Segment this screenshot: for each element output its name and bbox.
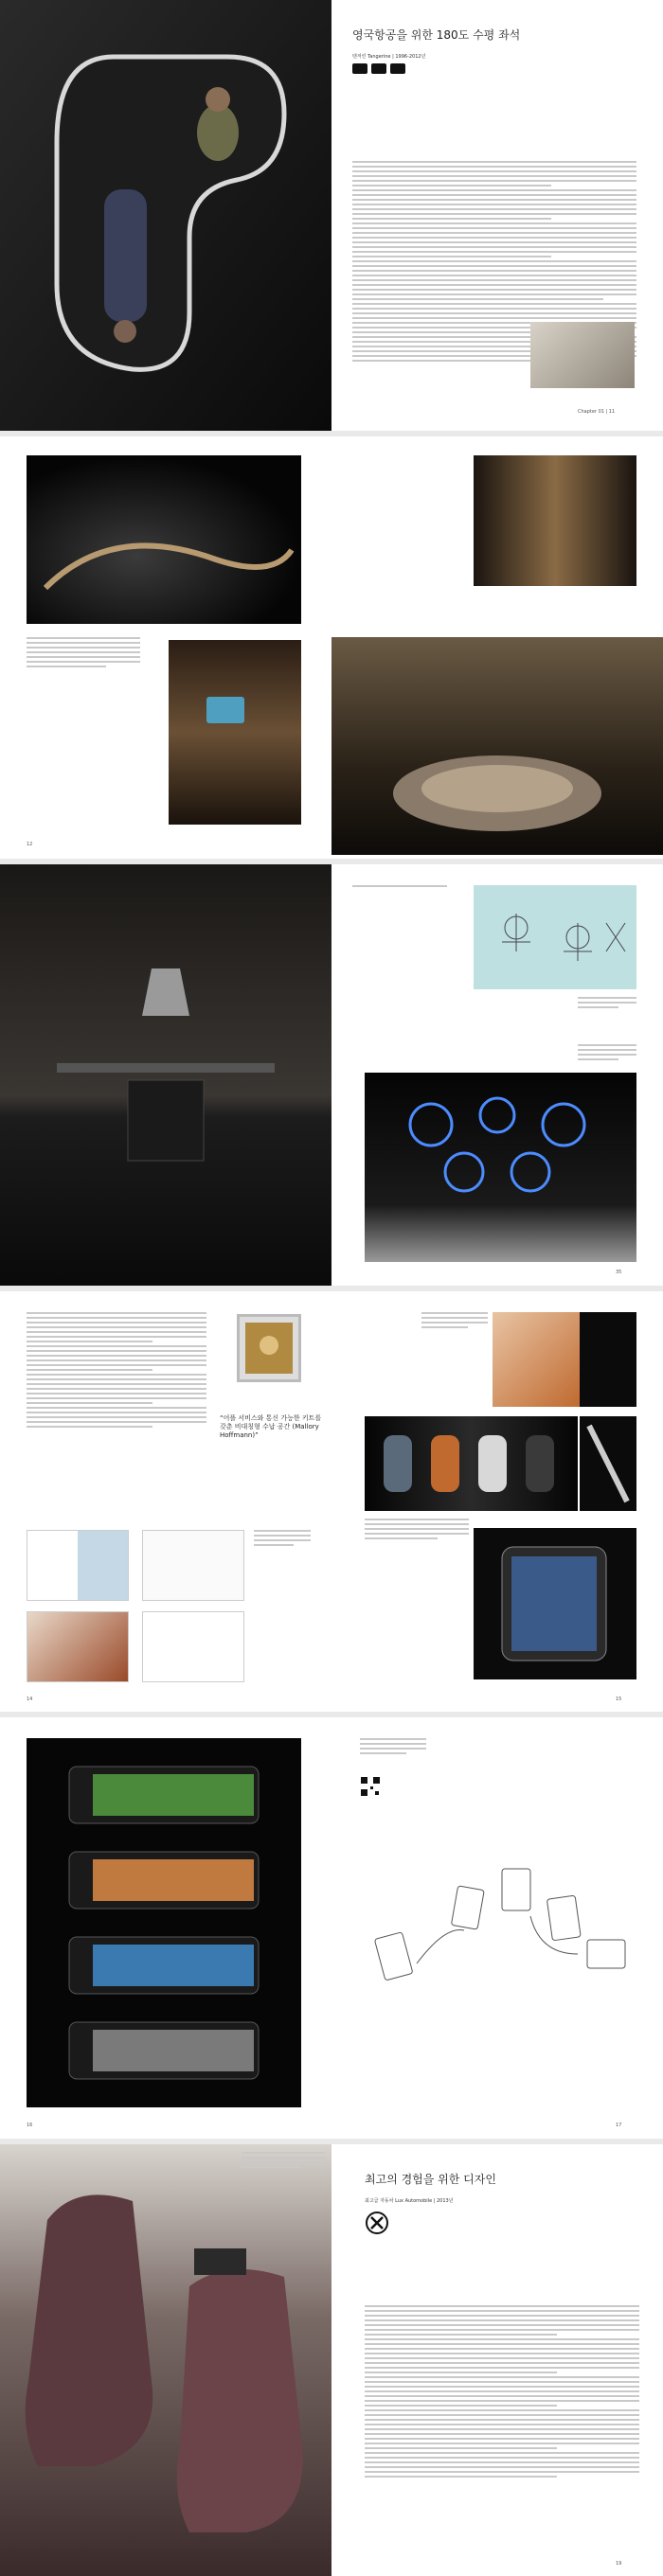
sidebar-caption <box>530 289 635 308</box>
spread-6 <box>0 2144 663 2576</box>
seat-illustration <box>0 0 332 431</box>
cooktop-photo <box>365 1073 636 1262</box>
page-folio-right: 15 <box>616 1697 622 1702</box>
caption-1 <box>578 997 636 1011</box>
photo-caption <box>242 2152 325 2171</box>
right-header-line <box>352 885 447 890</box>
spread-3 <box>0 864 663 1286</box>
seat-overhead-photo <box>0 0 332 431</box>
article-byline: 탠저린 Tangerine | 1996-2012년 <box>352 54 426 60</box>
thumb-caption <box>254 1530 311 1549</box>
right-caption-top <box>421 1312 488 1331</box>
sketches-illustration <box>360 1850 644 1992</box>
seat-leather-detail-photo <box>27 455 301 624</box>
body-text-column-2 <box>365 2305 639 2480</box>
tablet-photo <box>474 1528 636 1679</box>
right-caption-mid <box>365 1519 469 1542</box>
circle-x-icon <box>365 2211 389 2235</box>
spread-1 <box>0 0 663 431</box>
article-title-2: 최고의 경험을 위한 디자인 <box>365 2173 496 2186</box>
page-folio-right: 17 <box>616 2123 622 2128</box>
seat-front-photo <box>474 455 636 586</box>
thumb-3 <box>27 1611 129 1682</box>
phones-row-photo <box>365 1416 578 1511</box>
caption-2 <box>578 1044 636 1063</box>
cabin-interior-photo <box>332 637 663 855</box>
seat-screen-photo <box>169 640 301 825</box>
page-folio-left: 16 <box>27 2123 33 2128</box>
article-title: 영국항공을 위한 180도 수평 좌석 <box>352 28 521 42</box>
thumb-1 <box>27 1530 129 1601</box>
body-text-left <box>27 1312 206 1430</box>
burner-sketch-panel <box>474 885 636 989</box>
page-folio-right: 19 <box>616 2561 622 2567</box>
spread-2 <box>0 436 663 859</box>
page-folio: Chapter 01 | 11 <box>578 409 616 415</box>
page-folio-left: 12 <box>27 842 33 847</box>
spread-4 <box>0 1291 663 1712</box>
hand-phone-photo <box>493 1312 580 1407</box>
phone-detail-photo <box>580 1312 636 1407</box>
kitchen-photo <box>0 864 332 1286</box>
left-caption <box>27 637 140 670</box>
page-folio-right: 35 <box>616 1270 622 1275</box>
logo-marks <box>352 62 409 76</box>
device-screens-photo <box>27 1738 301 2107</box>
thumb-4 <box>142 1611 244 1682</box>
qr-caption <box>360 1738 426 1757</box>
spread-5 <box>0 1717 663 2139</box>
car-seats-photo <box>0 2144 332 2576</box>
cabin-thumbnail-photo <box>530 322 635 388</box>
article-byline-2: 최고급 자동차 Lux Automobile | 2013년 <box>365 2198 454 2204</box>
phone-side-photo <box>580 1416 636 1511</box>
qr-code-icon <box>360 1776 381 1797</box>
thumb-2 <box>142 1530 244 1601</box>
page-folio-left: 14 <box>27 1697 33 1702</box>
pull-quote: “어플 서비스와 통신 가능한 키트를 갖춘 비대칭형 수납 공간 (Mallory Hoffmann)” <box>220 1414 322 1439</box>
air-conditioner-photo <box>237 1314 301 1382</box>
